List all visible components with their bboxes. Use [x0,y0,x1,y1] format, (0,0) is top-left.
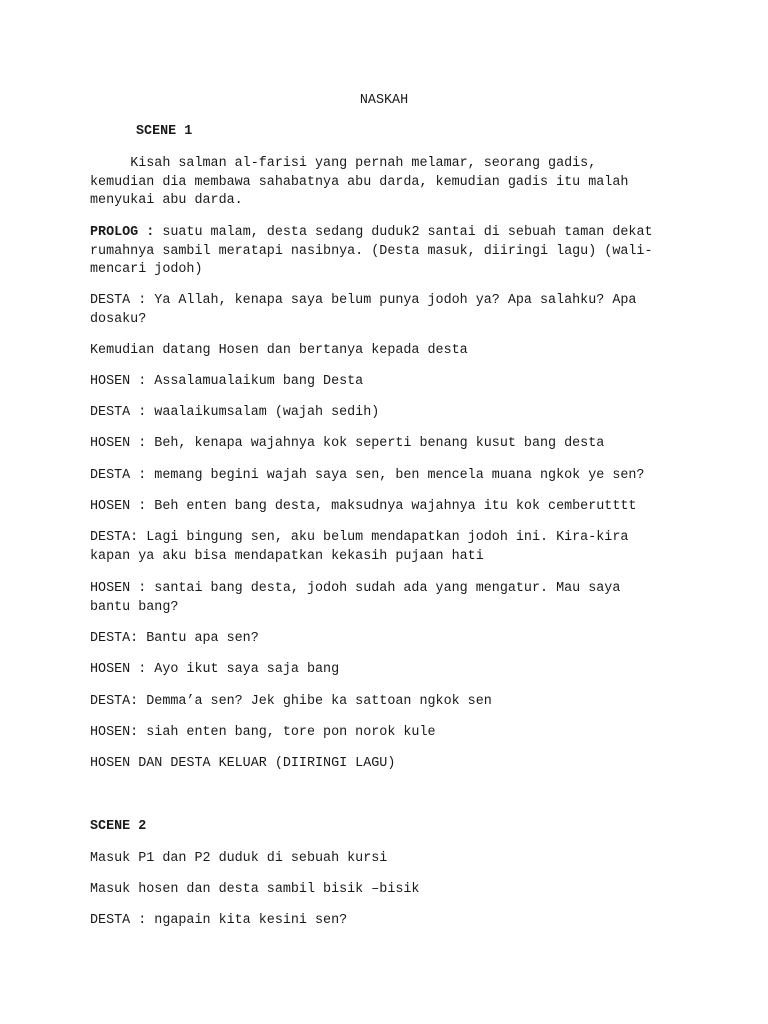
dialogue-text: DESTA: Lagi bingung sen, aku belum mendapatkan jodoh ini. Kira-kira [90,530,629,545]
dialogue-text: HOSEN : santai bang desta, jodoh sudah ada yang mengatur. Mau saya [90,581,621,596]
scene-2-line: DESTA : ngapain kita kesini sen? [90,913,348,928]
intro-line: Kisah salman al-farisi yang pernah melamar, seorang gadis, [90,156,597,171]
dialogue-line: DESTA : memang begini wajah saya sen, ben mencela muana ngkok ye sen? [90,468,645,483]
dialogue-line: Kemudian datang Hosen dan bertanya kepada desta [90,343,468,358]
prolog-line: mencari jodoh) [90,262,203,277]
dialogue-line: DESTA : waalaikumsalam (wajah sedih) [90,405,380,420]
scene-1-heading: SCENE 1 [136,124,193,139]
intro-line: menyukai abu darda. [90,193,243,208]
prolog-paragraph [90,224,690,280]
document-title: NASKAH [359,93,409,108]
prolog-label: PROLOG : [90,225,155,240]
dialogue-text: bantu bang? [90,599,179,615]
intro-paragraph [90,155,690,211]
dialogue-text: kapan ya aku bisa mendapatkan kekasih pujaan hati [90,548,484,564]
scene-2-line: Masuk P1 dan P2 duduk di sebuah kursi [90,851,388,866]
dialogue-line: HOSEN DAN DESTA KELUAR (DIIRINGI LAGU) [90,756,396,771]
dialogue-line: DESTA: Demma’a sen? Jek ghibe ka sattoan ngkok sen [90,694,492,709]
dialogue-line: HOSEN : Ayo ikut saya saja bang [90,662,340,677]
prolog-line: rumahnya sambil meratapi nasibnya. (Desta masuk, diiringi lagu) (wali- [90,243,653,259]
dialogue-line: HOSEN : Beh enten bang desta, maksudnya wajahnya itu kok cemberutttt [90,499,637,514]
scene-2-line: Masuk hosen dan desta sambil bisik –bisik [90,882,420,897]
dialogue-line [90,529,690,566]
prolog-line: suatu malam, desta sedang duduk2 santai di sebuah taman dekat [154,225,653,240]
dialogue-line [90,580,690,617]
scene-2-heading: SCENE 2 [90,819,147,834]
dialogue-text: dosaku? [90,311,147,327]
dialogue-line: HOSEN : Assalamualaikum bang Desta [90,374,364,389]
dialogue-line: HOSEN: siah enten bang, tore pon norok kule [90,725,436,740]
dialogue-line: HOSEN : Beh, kenapa wajahnya kok seperti benang kusut bang desta [90,436,605,451]
dialogue-line [90,292,690,329]
dialogue-text: DESTA : Ya Allah, kenapa saya belum punya jodoh ya? Apa salahku? Apa [90,293,637,308]
dialogue-line: DESTA: Bantu apa sen? [90,631,259,646]
intro-line: kemudian dia membawa sahabatnya abu darda, kemudian gadis itu malah [90,174,629,190]
